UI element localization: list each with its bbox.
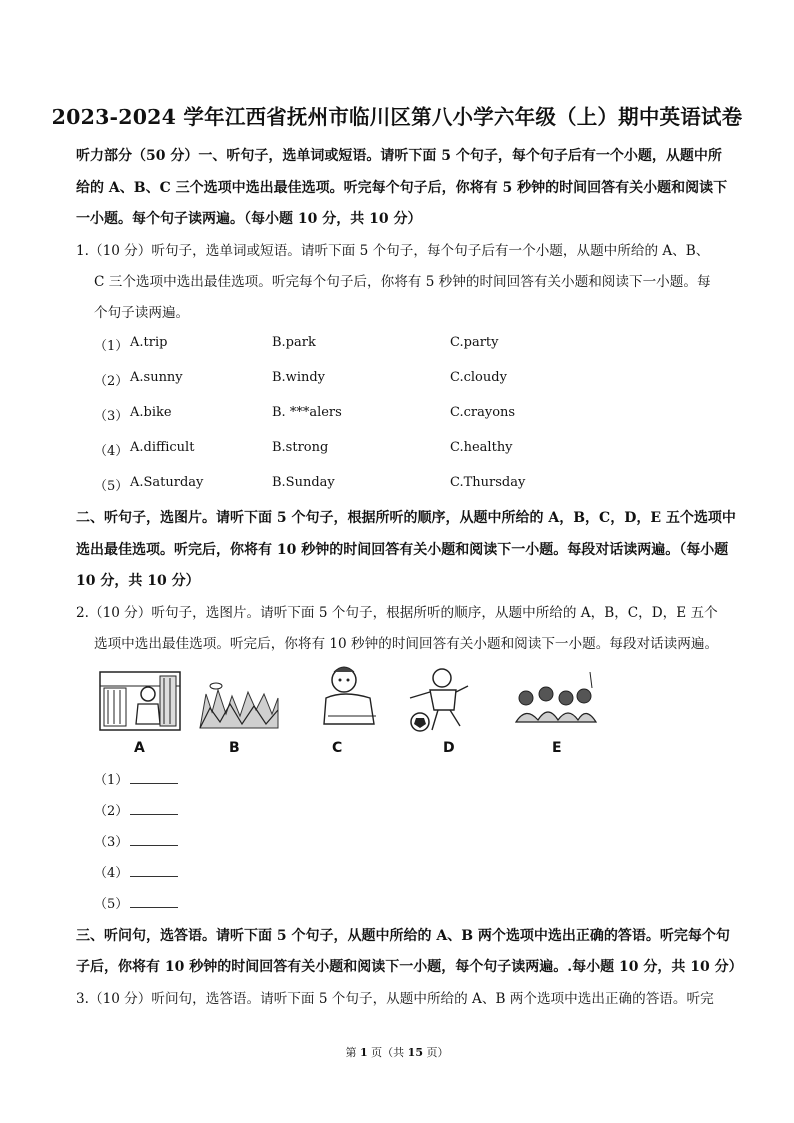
q1-option-b: B.park bbox=[272, 335, 316, 350]
part3-heading-line2: 子后，你将有 10 秒钟的时间回答有关小题和阅读下一小题，每个句子读两遍。.每小题 10 分，共 10 分） bbox=[76, 959, 743, 975]
q1-option-a: A.Saturday bbox=[130, 475, 204, 490]
q2-answer-blank[interactable] bbox=[130, 783, 178, 784]
part2-heading-line3: 10 分，共 10 分） bbox=[76, 573, 200, 589]
part1-heading-line1: 听力部分（50 分）一、听句子，选单词或短语。请听下面 5 个句子，每个句子后有一个小题，从题中所 bbox=[76, 148, 722, 164]
q2-stem-line2: 选项中选出最佳选项。听完后，你将有 10 秒钟的时间回答有关小题和阅读下一小题。每段对话读两遍。 bbox=[94, 636, 719, 652]
q1-option-c: C.healthy bbox=[450, 440, 513, 455]
q2-answer-blank[interactable] bbox=[130, 814, 178, 815]
q2-blank-label: （4） bbox=[94, 866, 129, 881]
picture-a-reading-illustration bbox=[98, 664, 184, 732]
q1-option-num: （3） bbox=[94, 409, 129, 424]
q2-answer-blank[interactable] bbox=[130, 907, 178, 908]
q2-stem-line1: 2.（10 分）听句子，选图片。请听下面 5 个句子，根据所听的顺序，从题中所给的 A，B，C，D，E 五个 bbox=[76, 605, 718, 621]
picture-label-c: C bbox=[332, 740, 343, 756]
q2-answer-blank[interactable] bbox=[130, 876, 178, 877]
picture-label-d: D bbox=[443, 740, 455, 756]
part2-heading-line1: 二、听句子，选图片。请听下面 5 个句子，根据所听的顺序，从题中所给的 A，B，C，D，E 五个选项中 bbox=[76, 510, 736, 526]
q1-option-num: （2） bbox=[94, 374, 129, 389]
q1-option-c: C.crayons bbox=[450, 405, 516, 420]
q1-option-b: B.Sunday bbox=[272, 475, 335, 490]
q2-blank-label: （1） bbox=[94, 773, 129, 788]
q2-blank-label: （3） bbox=[94, 835, 129, 850]
q1-stem-line2: C 三个选项中选出最佳选项。听完每个句子后，你将有 5 秒钟的时间回答有关小题和阅读下一小题。每 bbox=[94, 274, 711, 290]
picture-label-b: B bbox=[229, 740, 240, 756]
q1-option-b: B.windy bbox=[272, 370, 326, 385]
picture-e-group-playing-illustration bbox=[512, 664, 598, 732]
q1-option-a: A.trip bbox=[130, 335, 168, 350]
q1-option-a: A.sunny bbox=[130, 370, 183, 385]
q1-stem-line1: 1.（10 分）听句子，选单词或短语。请听下面 5 个句子，每个句子后有一个小题，从题中所给的 A、B、 bbox=[76, 243, 710, 259]
q1-option-b: B.strong bbox=[272, 440, 329, 455]
q1-option-num: （4） bbox=[94, 444, 129, 459]
picture-label-a: A bbox=[134, 740, 145, 756]
part1-heading-line2: 给的 A、B、C 三个选项中选出最佳选项。听完每个句子后，你将有 5 秒钟的时间回答有关小题和阅读下 bbox=[76, 180, 728, 196]
q1-option-a: A.bike bbox=[130, 405, 172, 420]
q1-stem-line3: 个句子读两遍。 bbox=[94, 305, 190, 321]
q1-option-a: A.difficult bbox=[130, 440, 195, 455]
picture-d-playing-football-illustration bbox=[402, 664, 472, 734]
q2-blank-label: （5） bbox=[94, 897, 129, 912]
q2-blank-label: （2） bbox=[94, 804, 129, 819]
q3-stem-line1: 3.（10 分）听问句，选答语。请听下面 5 个句子，从题中所给的 A、B 两个选项中选出正确的答语。听完 bbox=[76, 991, 714, 1007]
part1-heading-line3: 一小题。每个句子读两遍。（每小题 10 分，共 10 分） bbox=[76, 211, 422, 227]
q1-option-c: C.party bbox=[450, 335, 499, 350]
part2-heading-line2: 选出最佳选项。听完后，你将有 10 秒钟的时间回答有关小题和阅读下一小题。每段对话读两遍。（每小题 bbox=[76, 542, 729, 558]
q1-option-num: （5） bbox=[94, 479, 129, 494]
q1-option-c: C.Thursday bbox=[450, 475, 526, 490]
page-title: 2023-2024 学年江西省抚州市临川区第八小学六年级（上）期中英语试卷 bbox=[51, 105, 743, 129]
q1-option-num: （1） bbox=[94, 339, 129, 354]
q1-option-b: B. ***alers bbox=[272, 405, 342, 420]
picture-b-landscape-illustration bbox=[196, 664, 280, 732]
q2-answer-blank[interactable] bbox=[130, 845, 178, 846]
page-footer: 第 1 页（共 15 页） bbox=[345, 1046, 449, 1059]
picture-label-e: E bbox=[552, 740, 562, 756]
part3-heading-line1: 三、听问句，选答语。请听下面 5 个句子，从题中所给的 A、B 两个选项中选出正确的答语。听完每个句 bbox=[76, 928, 730, 944]
picture-c-child-writing-illustration bbox=[322, 664, 380, 732]
q1-option-c: C.cloudy bbox=[450, 370, 507, 385]
